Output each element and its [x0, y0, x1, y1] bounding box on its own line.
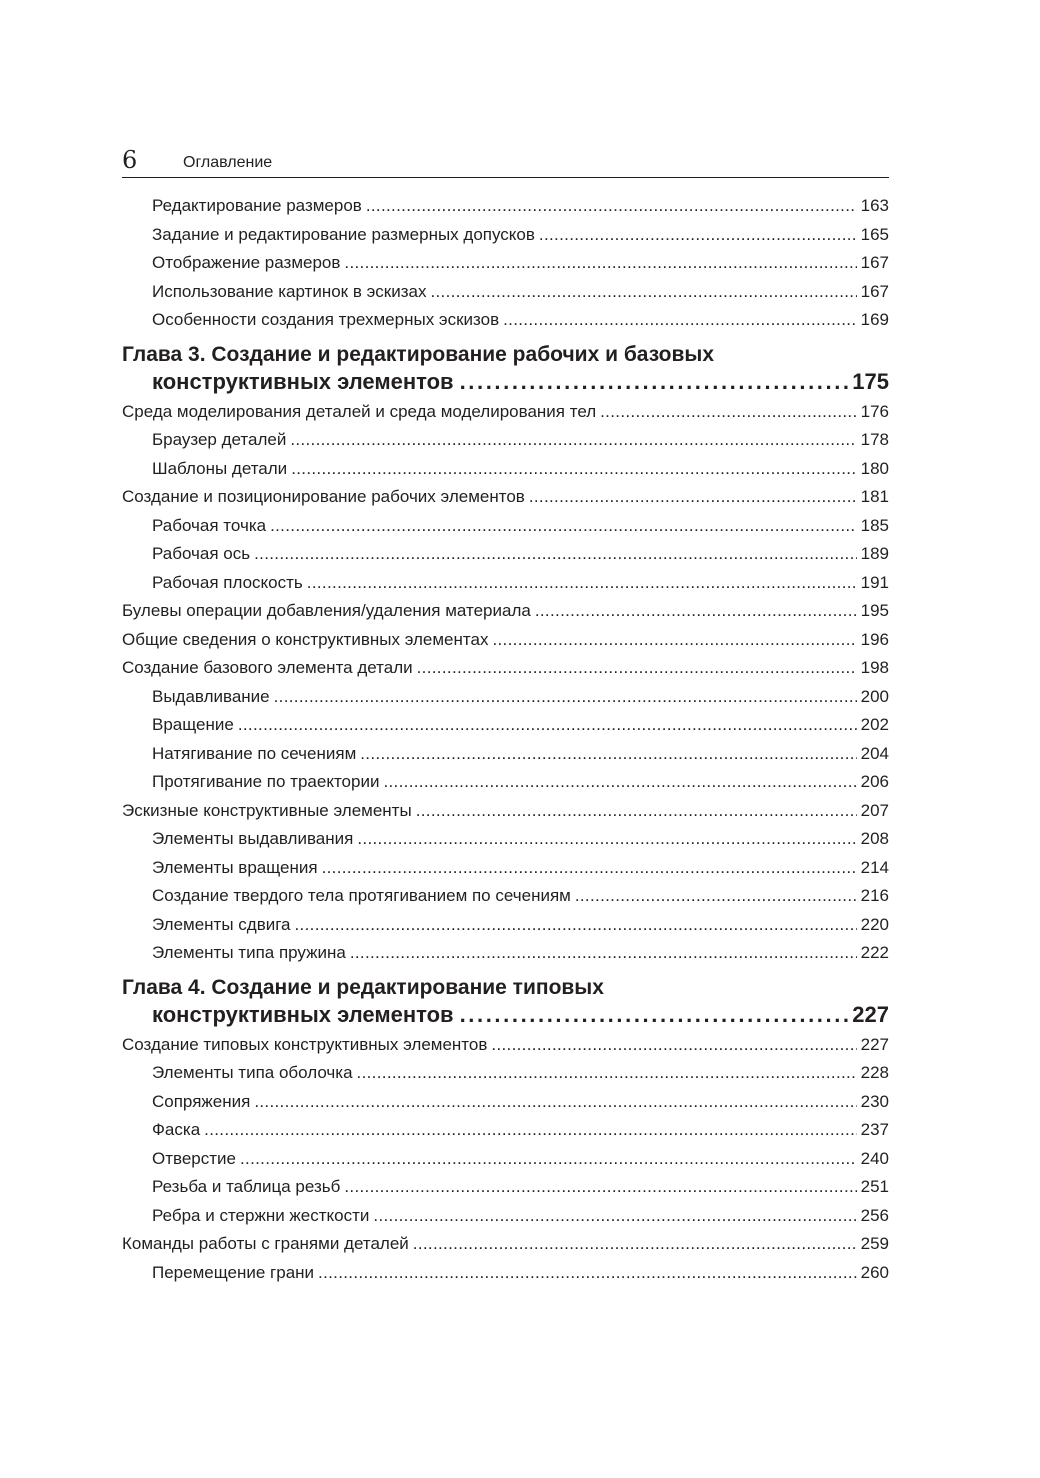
dot-leader — [357, 825, 856, 854]
entry-page-number: 208 — [860, 829, 889, 848]
dot-leader — [274, 683, 857, 712]
entry-page-number: 230 — [860, 1091, 889, 1111]
toc-entry[interactable] — [122, 939, 889, 968]
dot-leader — [417, 654, 857, 683]
dot-leader — [503, 306, 857, 335]
dot-leader — [357, 1059, 857, 1088]
toc-entry[interactable] — [122, 249, 889, 278]
chapter-title-line1: Глава 4. Создание и редактирование типовых — [122, 975, 604, 999]
entry-page-number: 195 — [860, 601, 889, 620]
toc-entry[interactable] — [122, 512, 889, 541]
toc-entry[interactable] — [122, 398, 889, 427]
dot-leader — [430, 278, 856, 307]
entry-title: Сопряжения — [152, 1091, 251, 1111]
entry-page-number: 260 — [860, 1262, 889, 1282]
toc-entry[interactable] — [122, 882, 889, 911]
toc-entry[interactable] — [122, 426, 889, 455]
toc-entry[interactable] — [122, 1145, 889, 1174]
entry-title: Создание твердого тела протягиванием по сечениям — [152, 886, 571, 905]
entry-page-number: 169 — [860, 310, 889, 329]
entry-title: Элементы типа оболочка — [152, 1063, 353, 1082]
entry-page-number: 181 — [860, 487, 889, 506]
dot-leader — [204, 1116, 856, 1145]
toc-entry[interactable] — [122, 221, 889, 250]
entry-page-number: 178 — [860, 430, 889, 449]
dot-leader — [539, 221, 857, 250]
toc-entry[interactable] — [122, 1116, 889, 1145]
dot-leader — [290, 426, 856, 455]
entry-title: Резьба и таблица резьб — [152, 1177, 341, 1196]
toc-entry[interactable] — [122, 569, 889, 598]
dot-leader — [535, 597, 857, 626]
entry-page-number: 167 — [860, 281, 889, 301]
toc-entry[interactable] — [122, 455, 889, 484]
entry-title: Среда моделирования деталей и среда моделирования тел — [122, 401, 597, 421]
entry-title: Особенности создания трехмерных эскизов — [152, 310, 500, 329]
dot-leader — [491, 1031, 856, 1060]
entry-page-number: 198 — [860, 658, 889, 677]
toc-entry[interactable] — [122, 278, 889, 307]
toc-entry[interactable] — [122, 825, 889, 854]
toc-chapter[interactable] — [122, 974, 889, 1028]
entry-title: Элементы сдвига — [152, 914, 291, 934]
entry-title: Задание и редактирование размерных допусков — [152, 224, 535, 244]
running-header-title: Оглавление — [183, 154, 273, 171]
toc-entry[interactable] — [122, 1031, 889, 1060]
toc-entry[interactable] — [122, 711, 889, 740]
entry-title: Выдавливание — [152, 686, 270, 706]
entry-title: Отображение размеров — [152, 253, 341, 272]
entry-title: Ребра и стержни жесткости — [152, 1205, 370, 1225]
dot-leader — [350, 939, 857, 968]
entry-title: Использование картинок в эскизах — [152, 281, 427, 301]
toc-entry[interactable] — [122, 192, 889, 221]
entry-title: Фаска — [152, 1120, 201, 1139]
entry-page-number: 165 — [860, 224, 889, 244]
dot-leader — [575, 882, 857, 911]
toc-entry[interactable] — [122, 540, 889, 569]
entry-title: Отверстие — [152, 1148, 236, 1168]
entry-page-number: 189 — [860, 544, 889, 563]
dot-leader — [254, 1088, 856, 1117]
entry-page-number: 204 — [860, 743, 889, 763]
toc-entry[interactable] — [122, 483, 889, 512]
toc-entry[interactable] — [122, 854, 889, 883]
toc-entry[interactable] — [122, 1088, 889, 1117]
entry-title: Рабочая точка — [152, 515, 267, 535]
entry-page-number: 216 — [860, 886, 889, 905]
dot-leader — [492, 626, 856, 655]
entry-title: Перемещение грани — [152, 1262, 315, 1282]
entry-page-number: 167 — [860, 253, 889, 272]
dot-leader — [373, 1202, 856, 1231]
toc-entry[interactable] — [122, 1230, 889, 1259]
entry-title: Команды работы с гранями деталей — [122, 1234, 409, 1253]
entry-page-number: 176 — [860, 401, 889, 421]
dot-leader — [360, 740, 856, 769]
dot-leader — [529, 483, 857, 512]
entry-title: Создание типовых конструктивных элементов — [122, 1034, 488, 1054]
dot-leader — [383, 768, 856, 797]
chapter-page-number: 227 — [852, 1001, 889, 1027]
chapter-page-number: 175 — [852, 368, 889, 394]
entry-page-number: 202 — [860, 715, 889, 734]
toc-entry[interactable] — [122, 740, 889, 769]
dot-leader — [416, 797, 857, 826]
table-of-contents — [122, 192, 889, 1287]
entry-title: Протягивание по траектории — [152, 772, 380, 791]
dot-leader — [600, 398, 856, 427]
entry-page-number: 237 — [860, 1120, 889, 1139]
entry-page-number: 228 — [860, 1063, 889, 1082]
dot-leader — [322, 854, 857, 883]
toc-entry[interactable] — [122, 1173, 889, 1202]
entry-page-number: 200 — [860, 686, 889, 706]
entry-title: Рабочая плоскость — [152, 572, 303, 592]
entry-title: Шаблоны детали — [152, 458, 288, 478]
entry-page-number: 256 — [860, 1205, 889, 1225]
toc-entry[interactable] — [122, 768, 889, 797]
entry-page-number: 196 — [860, 629, 889, 649]
toc-entry[interactable] — [122, 626, 889, 655]
dot-leader — [318, 1259, 857, 1288]
entry-page-number: 163 — [860, 196, 889, 215]
entry-title: Браузер деталей — [152, 430, 287, 449]
entry-title: Эскизные конструктивные элементы — [122, 800, 412, 820]
dot-leader — [291, 455, 856, 484]
chapter-title-line2: конструктивных элементов — [152, 368, 454, 394]
toc-entry[interactable] — [122, 911, 889, 940]
dot-leader — [460, 368, 849, 395]
dot-leader — [307, 569, 857, 598]
dot-leader — [344, 249, 856, 278]
entry-page-number: 180 — [860, 458, 889, 478]
entry-page-number: 207 — [860, 800, 889, 820]
dot-leader — [413, 1230, 857, 1259]
entry-title: Редактирование размеров — [152, 196, 362, 215]
dot-leader — [240, 1145, 857, 1174]
toc-entry[interactable] — [122, 1259, 889, 1288]
entry-title: Булевы операции добавления/удаления материала — [122, 601, 531, 620]
entry-page-number: 240 — [860, 1148, 889, 1168]
toc-entry[interactable] — [122, 1202, 889, 1231]
dot-leader — [366, 192, 857, 221]
dot-leader — [238, 711, 857, 740]
toc-entry[interactable] — [122, 683, 889, 712]
entry-page-number: 220 — [860, 914, 889, 934]
entry-title: Вращение — [152, 715, 234, 734]
entry-page-number: 214 — [860, 857, 889, 877]
toc-chapter[interactable] — [122, 341, 889, 395]
entry-page-number: 185 — [860, 515, 889, 535]
page-number: 6 — [122, 146, 138, 174]
dot-leader — [460, 1001, 849, 1028]
toc-entry[interactable] — [122, 306, 889, 335]
entry-page-number: 206 — [860, 772, 889, 791]
toc-entry[interactable] — [122, 797, 889, 826]
chapter-title-line2: конструктивных элементов — [152, 1001, 454, 1027]
toc-entry[interactable] — [122, 654, 889, 683]
entry-title: Создание базового элемента детали — [122, 658, 413, 677]
entry-page-number: 227 — [860, 1034, 889, 1054]
entry-title: Натягивание по сечениям — [152, 743, 357, 763]
entry-title: Элементы типа пружина — [152, 943, 346, 962]
chapter-title-line1: Глава 3. Создание и редактирование рабочих и базовых — [122, 342, 714, 366]
dot-leader — [270, 512, 857, 541]
entry-page-number: 259 — [860, 1234, 889, 1253]
toc-entry[interactable] — [122, 597, 889, 626]
dot-leader — [254, 540, 857, 569]
dot-leader — [344, 1173, 856, 1202]
entry-page-number: 251 — [860, 1177, 889, 1196]
toc-entry[interactable] — [122, 1059, 889, 1088]
running-header — [122, 148, 889, 178]
entry-title: Элементы вращения — [152, 857, 318, 877]
entry-title: Создание и позиционирование рабочих элементов — [122, 487, 525, 506]
entry-title: Элементы выдавливания — [152, 829, 354, 848]
entry-page-number: 191 — [860, 572, 889, 592]
dot-leader — [295, 911, 857, 940]
entry-page-number: 222 — [860, 943, 889, 962]
entry-title: Рабочая ось — [152, 544, 251, 563]
entry-title: Общие сведения о конструктивных элементах — [122, 629, 489, 649]
